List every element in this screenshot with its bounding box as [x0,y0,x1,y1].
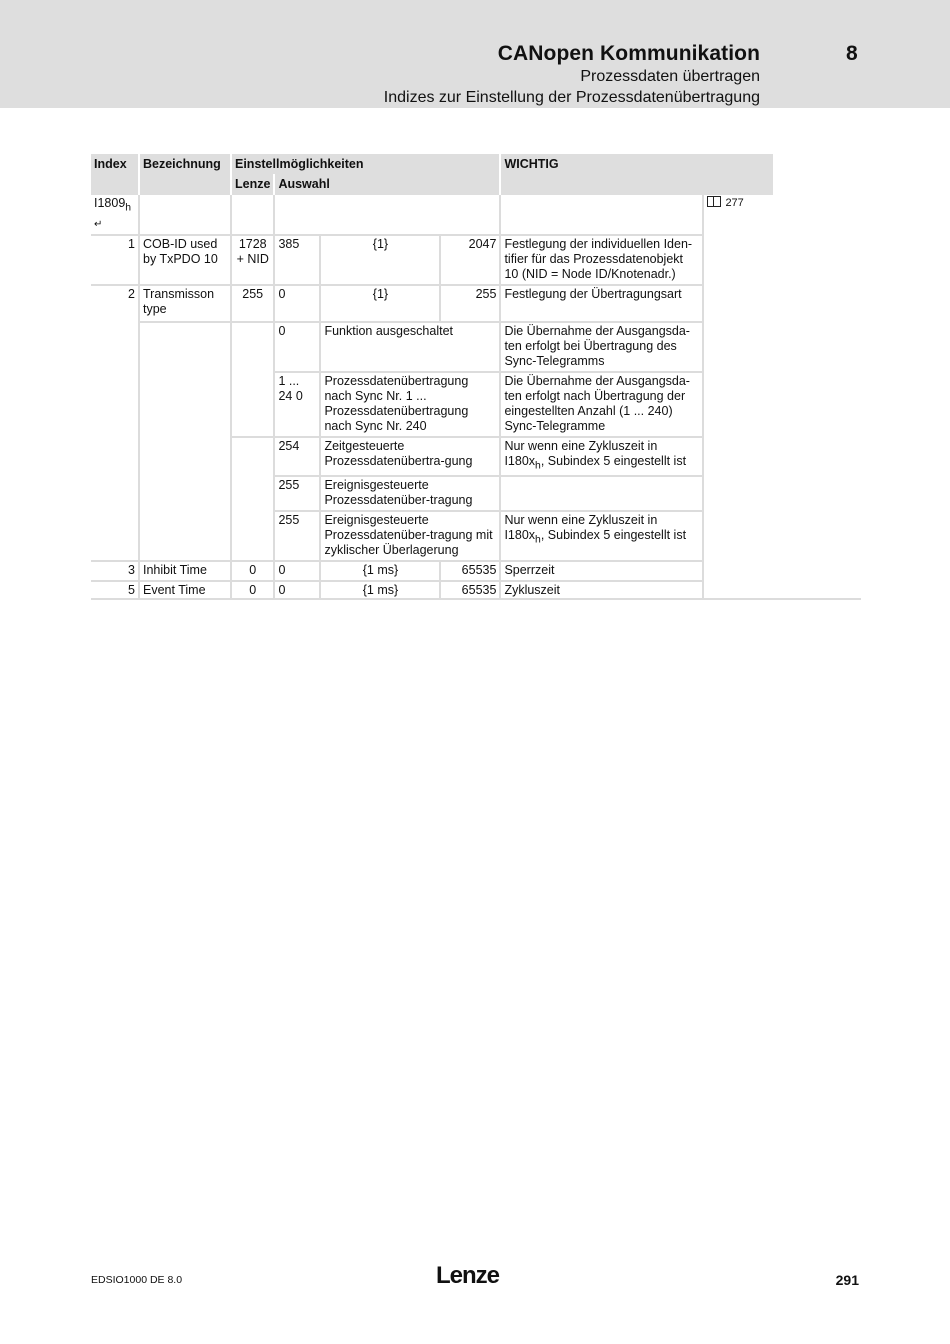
option-wichtig: Nur wenn eine Zykluszeit in $I180x_h$, Subindex 5 eingestellt ist [500,511,703,561]
table-row [91,235,773,285]
option-wichtig [500,476,703,511]
lenze-value: 0 [231,561,274,581]
option-value: 255 [274,476,320,511]
option-wichtig: Die Übernahme der Ausgangsda-ten erfolgt nach Übertragung der eingestellten Anzahl (1 ... 240) Sync-Telegramme [500,372,703,437]
header-index: Index [91,154,139,195]
reference-cell [703,195,773,235]
option-value: 255 [274,511,320,561]
header-einstellmoeglichkeiten: Einstellmöglichkeiten [231,154,500,174]
page-header [0,0,950,108]
option-row [91,322,773,372]
table-bottom-rule [91,598,861,600]
max-value: 65535 [440,561,500,581]
main-index-sub: h [125,202,132,214]
option-value: 254 [274,437,320,477]
subindex: 3 [91,561,139,581]
section-subtitle: Prozessdaten übertragen [580,68,760,85]
wichtig-text: Festlegung der individuellen Iden-tifier für das Prozessdatenobjekt 10 (NID = Node ID/Knotenadr.) [500,235,703,285]
book-icon [707,196,721,207]
subindex: 5 [91,581,139,600]
step-value: {1 ms} [320,581,440,600]
lenze-logo: Lenze [436,1262,500,1289]
subindex: 1 [91,235,139,285]
option-desc: Prozessdatenübertragung nach Sync Nr. 1 ... Prozessdatenübertragung nach Sync Nr. 240 [320,372,500,437]
max-value: 65535 [440,581,500,600]
header-wichtig: WICHTIG [500,154,773,195]
chapter-title: CANopen Kommunikation [497,42,760,65]
enter-icon: ↵ [94,218,103,230]
chapter-number: 8 [846,42,858,65]
header-lenze: Lenze [231,174,274,195]
table-row [91,285,773,322]
reference-page: 277 [725,197,744,209]
subsection-subtitle: Indizes zur Einstellung der Prozessdatenübertragung [383,89,760,106]
min-value: 385 [274,235,320,285]
wichtig-text: Zykluszeit [500,581,703,600]
document-id: EDSIO1000 DE 8.0 [91,1274,183,1286]
bezeichnung: Event Time [139,581,231,600]
bezeichnung: Inhibit Time [139,561,231,581]
main-index-cell [91,195,139,235]
main-index: I1809 [94,196,126,210]
header-auswahl: Auswahl [274,174,500,195]
header-bezeichnung: Bezeichnung [139,154,231,195]
lenze-value: 0 [231,581,274,600]
bezeichnung: COB-ID used by TxPDO 10 [139,235,231,285]
wichtig-text: Sperrzeit [500,561,703,581]
lenze-value: 255 [231,285,274,322]
table-row-main-index [91,195,773,235]
option-desc: Ereignisgesteuerte Prozessdatenüber-tragung [320,476,500,511]
option-desc: Funktion ausgeschaltet [320,322,500,372]
min-value: 0 [274,285,320,322]
step-value: {1 ms} [320,561,440,581]
max-value: 2047 [440,235,500,285]
option-wichtig: Die Übernahme der Ausgangsda-ten erfolgt bei Übertragung des Sync-Telegramms [500,322,703,372]
min-value: 0 [274,561,320,581]
step-value: {1} [320,235,440,285]
bezeichnung: Transmisson type [139,285,231,322]
option-desc: Zeitgesteuerte Prozessdatenübertra-gung [320,437,500,477]
max-value: 255 [440,285,500,322]
option-desc: Ereignisgesteuerte Prozessdatenüber-tragung mit zyklischer Überlagerung [320,511,500,561]
table-header-row [91,154,773,174]
lenze-value: 1728 + NID [231,235,274,285]
subindex: 2 [91,285,139,322]
wichtig-text: Festlegung der Übertragungsart [500,285,703,322]
table-row [91,561,773,581]
parameter-table [91,154,773,600]
step-value: {1} [320,285,440,322]
option-wichtig: Nur wenn eine Zykluszeit in $I180x_h$, Subindex 5 eingestellt ist [500,437,703,477]
option-value: 1 ... 24 0 [274,372,320,437]
min-value: 0 [274,581,320,600]
page-number: 291 [835,1272,859,1288]
option-value: 0 [274,322,320,372]
